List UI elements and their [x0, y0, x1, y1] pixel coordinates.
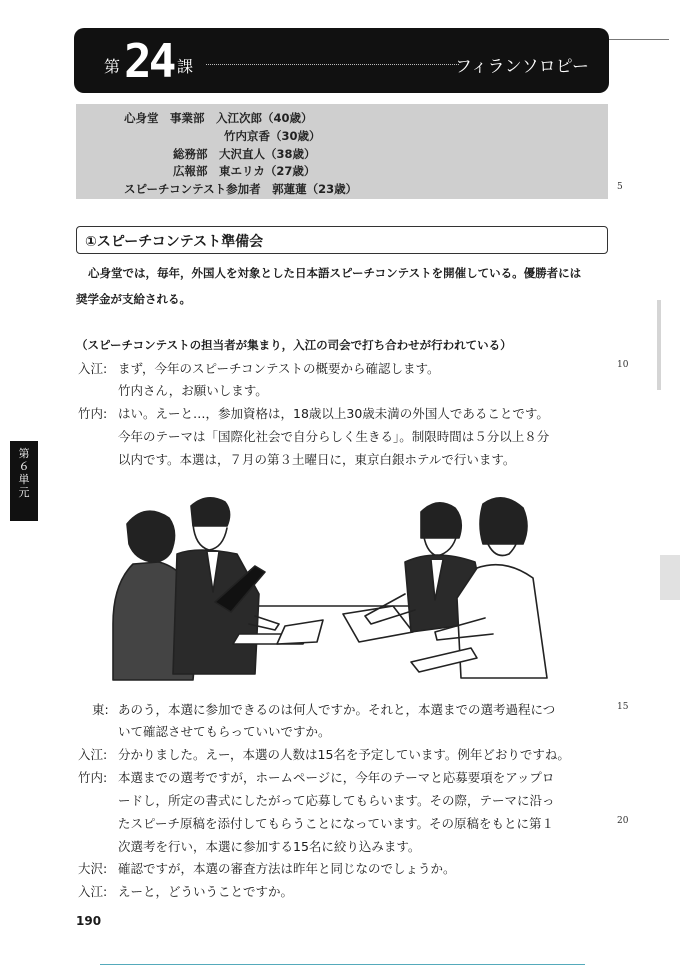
scan-noise: [660, 555, 680, 600]
dialogue-line: 今年のテーマは「国際化社会で自分らしく生きる」。制限時間は５分以上８分: [118, 429, 550, 444]
side-tab-char: 第: [18, 447, 30, 460]
page-number: 190: [76, 914, 102, 928]
cast-azuma: 広報部 東エリカ（27歳）: [173, 164, 316, 178]
side-tab-char: ６: [18, 460, 30, 473]
intro-line-1: 心身堂では，毎年，外国人を対象とした日本語スピーチコンテストを開催している。優勝者には: [88, 266, 582, 280]
speaker-irie: 入江:: [78, 361, 108, 376]
scan-noise: [657, 300, 661, 390]
cast-takeuchi: 竹内京香（30歳）: [224, 129, 321, 143]
lesson-suffix: 課: [177, 57, 194, 76]
dialogue-line: あのう，本選に参加できるのは何人ですか。それと，本選までの選考過程につ: [118, 702, 556, 717]
stage-direction: （スピーチコンテストの担当者が集まり，入江の司会で打ち合わせが行われている）: [76, 338, 512, 352]
speaker-irie: 入江:: [78, 884, 108, 899]
dialogue-line: ードし，所定の書式にしたがって応募してもらいます。その際，テーマに沿っ: [118, 793, 555, 808]
dialogue-line: 確認ですが，本選の審査方法は昨年と同じなのでしょうか。: [118, 861, 456, 876]
dialogue-line: 以内です。本選は，７月の第３土曜日に，東京白銀ホテルで行います。: [118, 452, 516, 467]
cast-irie: 心身堂 事業部 入江次郎（40歳）: [124, 111, 313, 125]
speaker-irie: 入江:: [78, 747, 108, 762]
dialogue-line: 本選までの選考ですが，ホームページに，今年のテーマと応募要項をアップロ: [118, 770, 555, 785]
meeting-illustration: [105, 484, 575, 684]
dialogue-line: えーと，どういうことですか。: [118, 884, 294, 899]
unit-side-tab: [10, 441, 38, 521]
section-heading: [76, 226, 608, 254]
line-number-20: 20: [617, 816, 629, 826]
dialogue-line: 次選考を行い，本選に参加する15名に絞り込みます。: [118, 839, 421, 854]
side-tab-char: 単: [18, 473, 30, 486]
cast-guo: スピーチコンテスト参加者 郭蓮蓮（23歳）: [124, 182, 358, 196]
line-number-5: 5: [617, 182, 623, 192]
bottom-rule: [100, 964, 585, 965]
dialogue-line: はい。えーと…，参加資格は，18歳以上30歳未満の外国人であることです。: [118, 406, 549, 421]
lesson-number: 24: [124, 34, 174, 88]
speaker-osawa: 大沢:: [78, 861, 108, 876]
speaker-takeuchi: 竹内:: [78, 770, 108, 785]
dialogue-line: いて確認させてもらっていいですか。: [118, 724, 331, 739]
header-rule: [609, 39, 669, 40]
line-number-10: 10: [617, 360, 629, 370]
side-tab-char: 元: [18, 486, 30, 499]
cast-list: [76, 104, 608, 199]
cast-osawa: 総務部 大沢直人（38歳）: [173, 147, 316, 161]
line-number-15: 15: [617, 702, 629, 712]
dialogue-line: 竹内さん，お願いします。: [118, 383, 268, 398]
dialogue-line: まず，今年のスピーチコンテストの概要から確認します。: [118, 361, 440, 376]
dialogue-line: 分かりました。えー，本選の人数は15名を予定しています。例年どおりですね。: [118, 747, 570, 762]
lesson-title: フィランソロピー: [455, 57, 589, 77]
speaker-azuma: 東:: [92, 702, 109, 717]
lesson-header: [74, 28, 609, 93]
dialogue-line: たスピーチ原稿を添付してもらうことになっています。その原稿をもとに第１: [118, 816, 555, 831]
lesson-prefix: 第: [104, 57, 121, 76]
header-leader-dots: [206, 64, 459, 65]
section-title: ①スピーチコンテスト準備会: [85, 234, 264, 250]
intro-line-2: 奨学金が支給される。: [76, 292, 191, 306]
speaker-takeuchi: 竹内:: [78, 406, 108, 421]
